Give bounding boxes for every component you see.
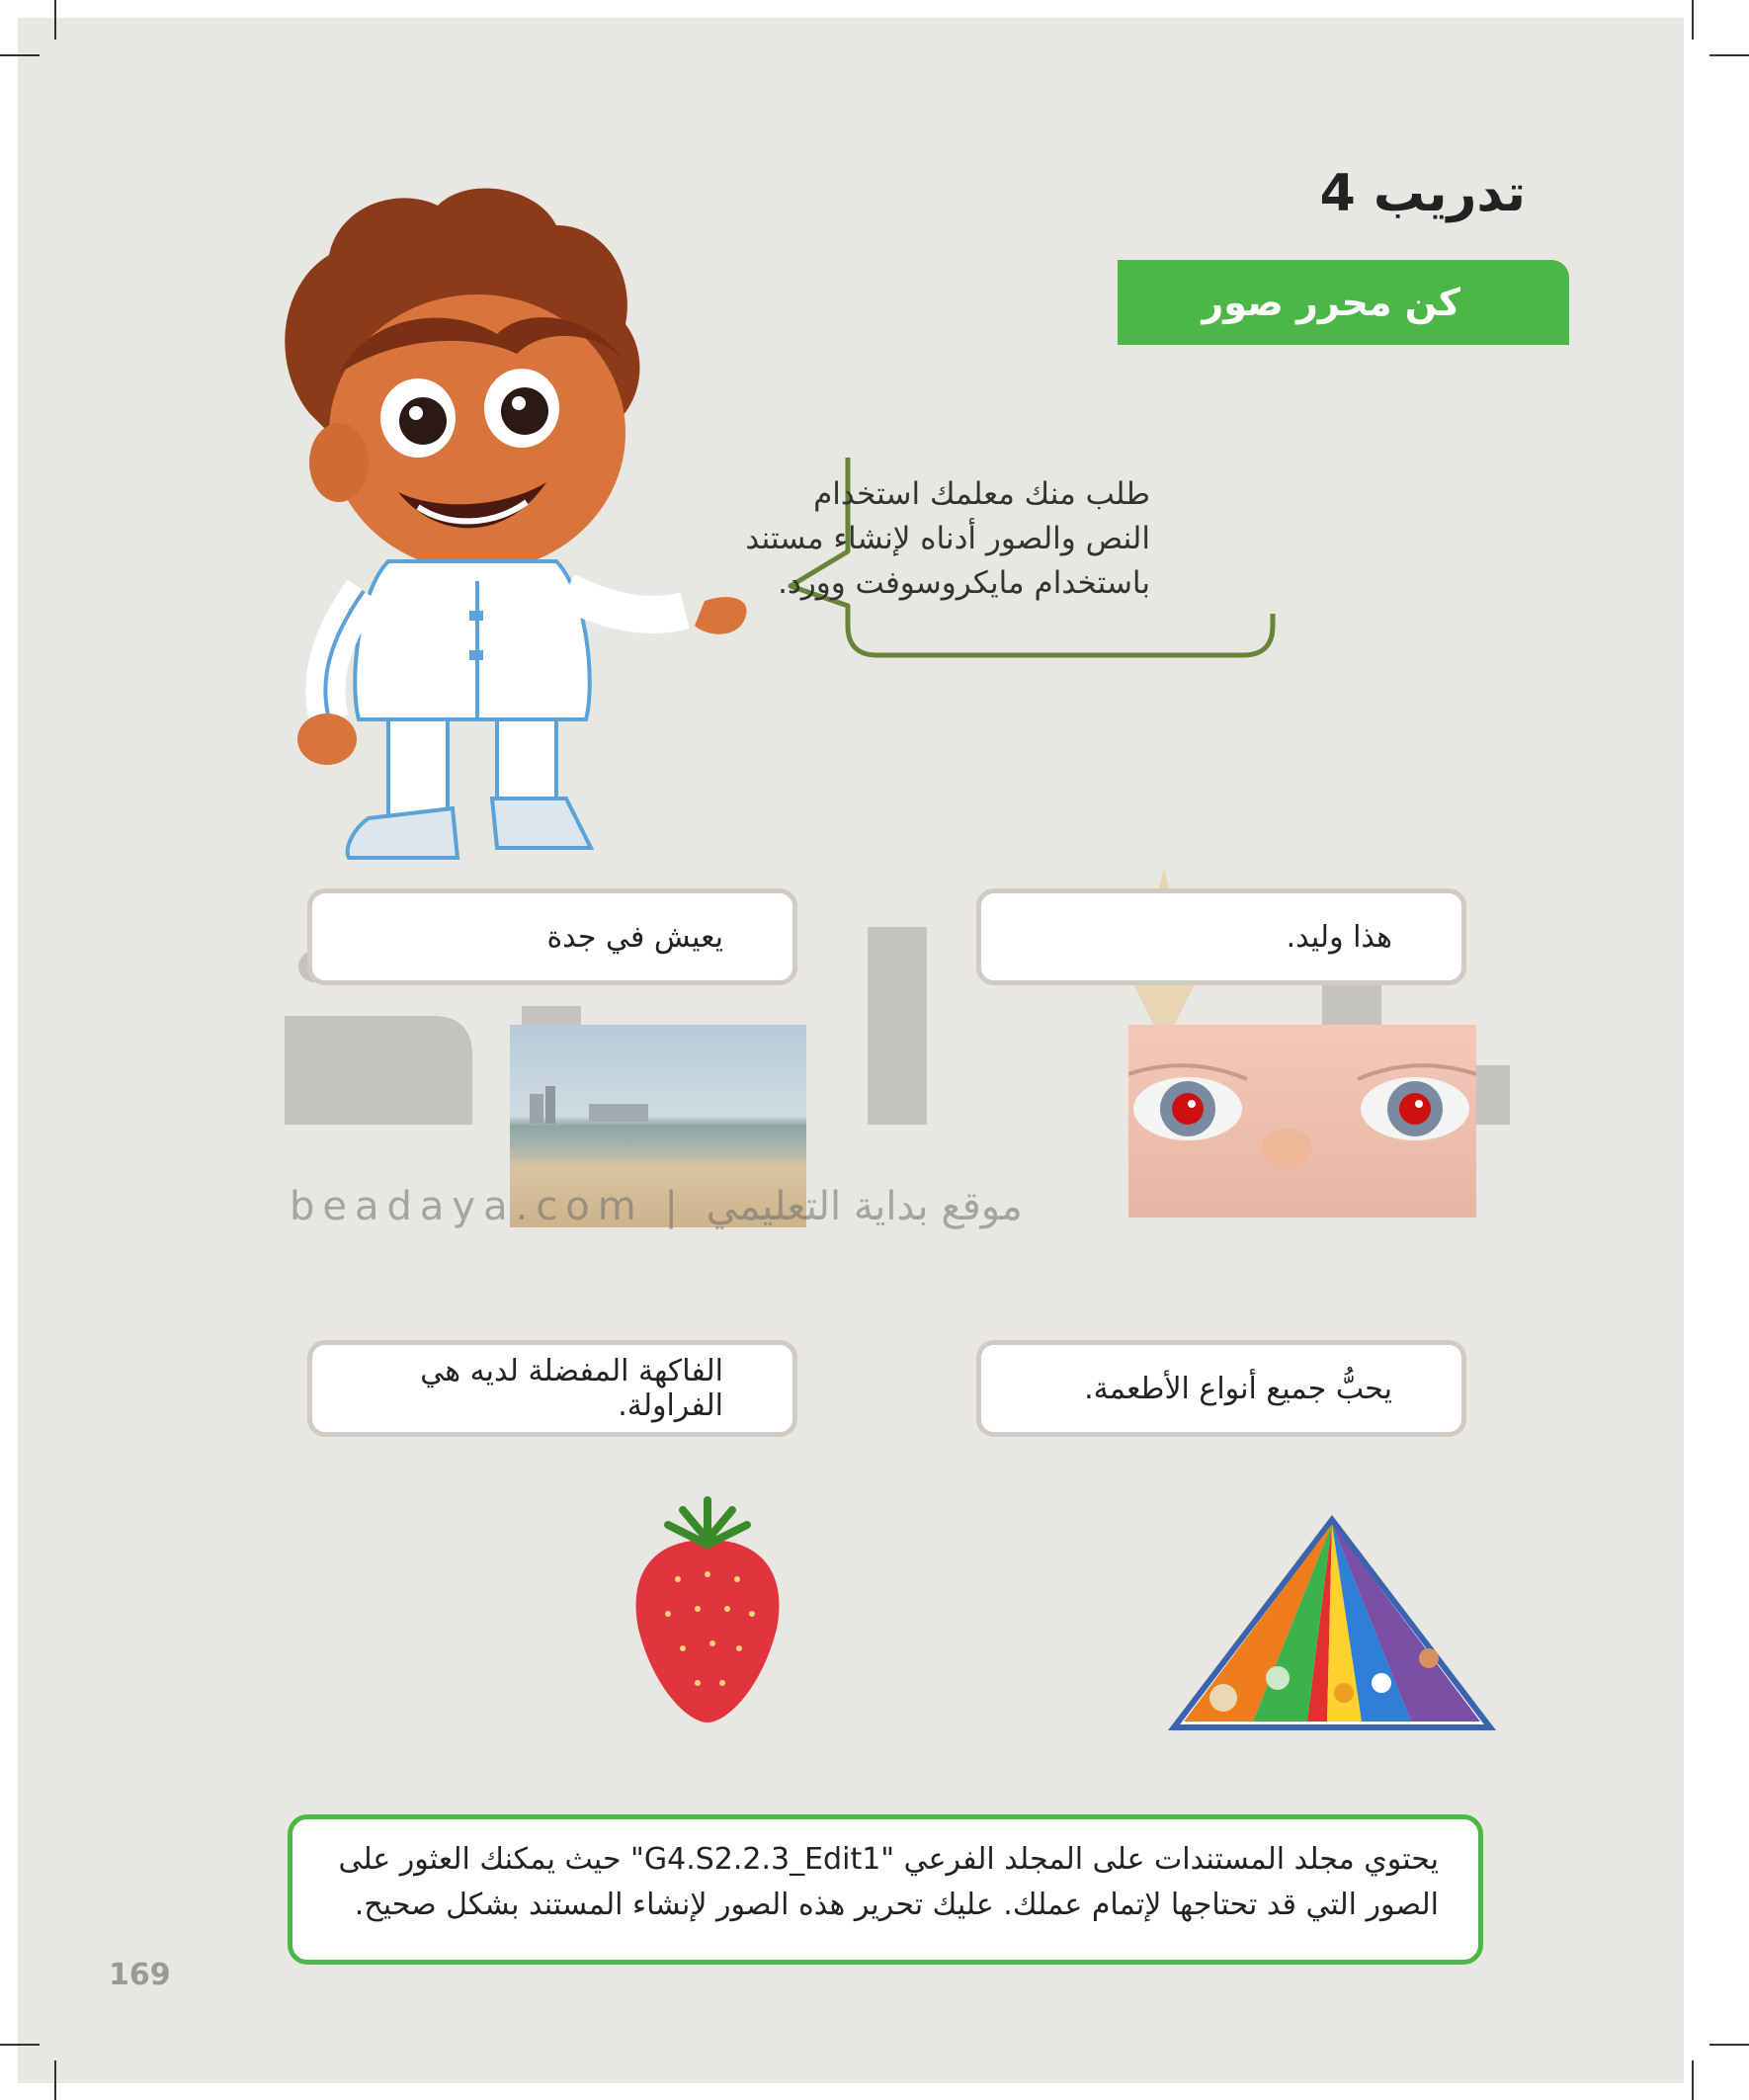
exercise-title: تدريب 4 (1319, 164, 1526, 223)
caption-box-3 (976, 1340, 1466, 1437)
subtitle-banner (1118, 260, 1569, 345)
subtitle-text: كن محرر صور (1202, 281, 1460, 324)
caption-text: الفاكهة المفضلة لديه هي الفراولة. (420, 1354, 723, 1423)
crop-mark (1692, 0, 1694, 40)
watermark-text: beadaya.com | موقع بداية التعليمي (290, 1184, 1023, 1229)
strawberry-image (628, 1490, 787, 1727)
crop-mark (1709, 54, 1749, 56)
speech-line: النص والصور أدناه لإنشاء مستند (745, 521, 1150, 556)
instruction-line-1: يحتوي مجلد المستندات على المجلد الفرعي "G4.S2.2.3_Edit1" حيث يمكنك العثور على (338, 1842, 1439, 1877)
crop-mark (1709, 2044, 1749, 2046)
page (18, 18, 1684, 2083)
instruction-note-box (288, 1814, 1483, 1965)
caption-text: يعيش في جدة (546, 919, 723, 955)
crop-mark (54, 2060, 56, 2100)
speech-bubble-text (696, 472, 1150, 606)
speech-line: طلب منك معلمك استخدام (813, 476, 1150, 512)
boy-character-illustration (250, 166, 764, 878)
caption-text: يحبُّ جميع أنواع الأطعمة. (1084, 1371, 1392, 1406)
food-pyramid-image (1164, 1510, 1500, 1737)
caption-box-2 (307, 888, 797, 985)
crop-mark (1692, 2060, 1694, 2100)
caption-text: هذا وليد. (1286, 919, 1392, 955)
caption-box-1 (976, 888, 1466, 985)
crop-mark (54, 0, 56, 40)
caption-box-4 (307, 1340, 797, 1437)
crop-mark (0, 2044, 40, 2046)
crop-mark (0, 54, 40, 56)
page-number: 169 (109, 1958, 171, 1992)
instruction-line-2: الصور التي قد تحتاجها لإتمام عملك. عليك تحرير هذه الصور لإنشاء المستند بشكل صحيح. (354, 1888, 1439, 1922)
red-eye-photo (1128, 1025, 1476, 1218)
speech-line: باستخدام مايكروسوفت وورد. (778, 565, 1150, 601)
